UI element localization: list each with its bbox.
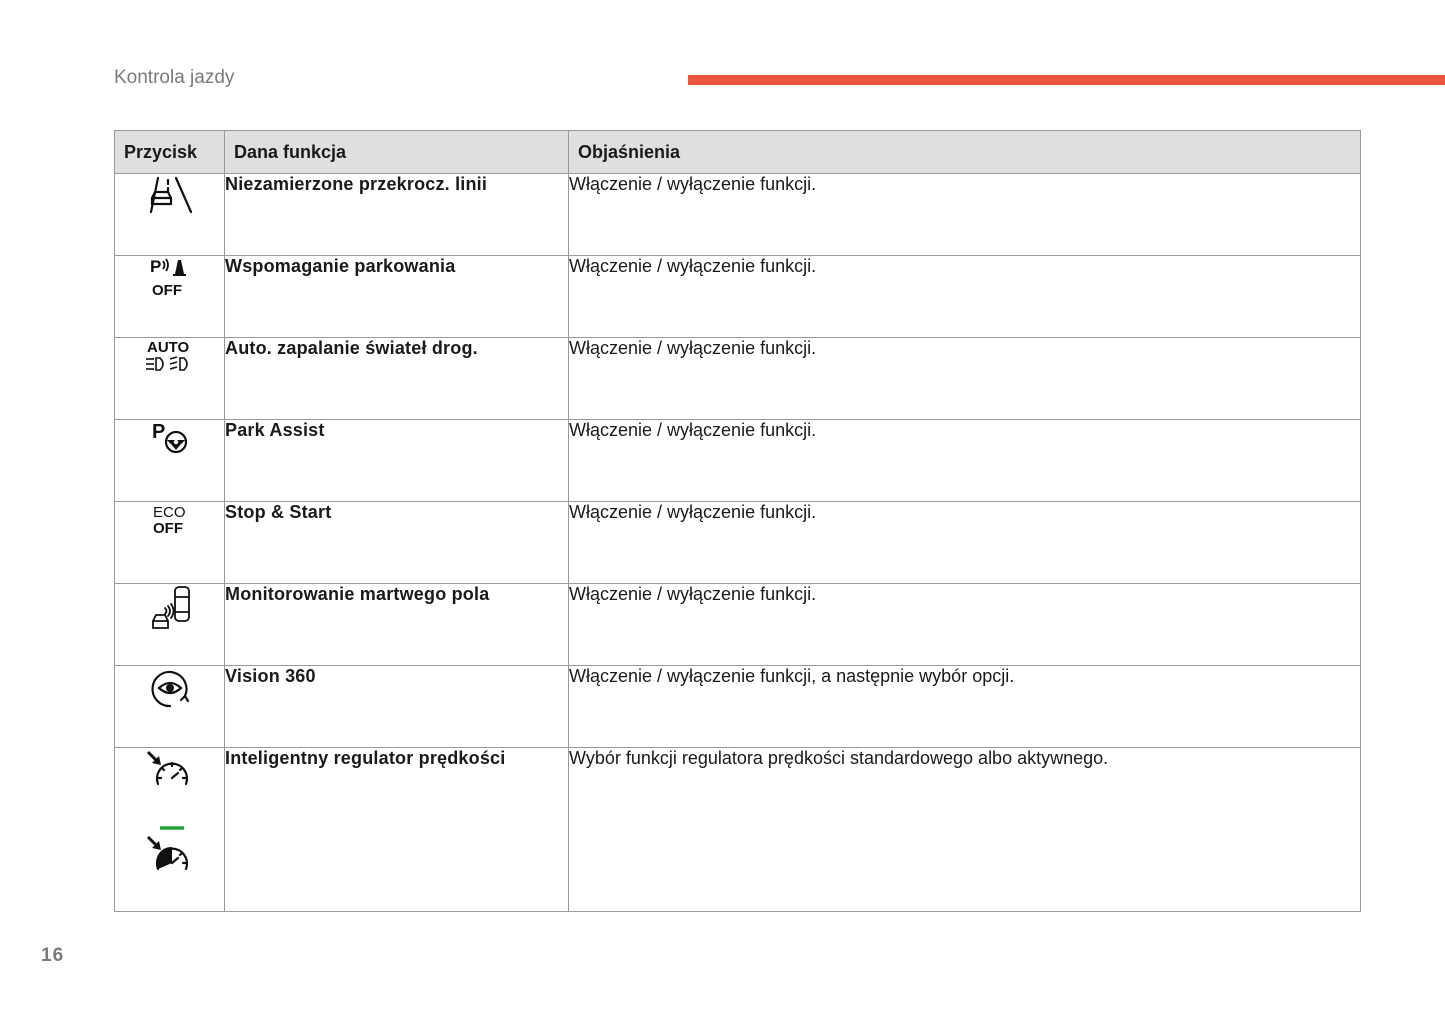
buttons-table: [114, 130, 1361, 912]
table-row: [115, 256, 1361, 338]
eco-off-text: OFF: [152, 520, 183, 537]
lane-departure-icon: [146, 174, 194, 219]
function-name: Wspomaganie parkowania: [225, 256, 569, 338]
vision-360-icon: [148, 666, 192, 715]
page-number: 16: [41, 945, 65, 966]
function-name: Auto. zapalanie świateł drog.: [225, 338, 569, 420]
table-row: [115, 502, 1361, 584]
table-row: [115, 420, 1361, 502]
auto-headlights-icon: [144, 338, 196, 379]
column-header-button: Przycisk: [115, 131, 225, 174]
function-explanation: Włączenie / wyłączenie funkcji.: [569, 338, 1361, 420]
column-header-function: Dana funkcja: [225, 131, 569, 174]
function-name: Niezamierzone przekrocz. linii: [225, 174, 569, 256]
park-assist-icon: [148, 420, 192, 461]
table-row: [115, 748, 1361, 912]
function-name: Park Assist: [225, 420, 569, 502]
auto-text: AUTO: [146, 339, 189, 356]
table-row: [115, 174, 1361, 256]
function-explanation: Włączenie / wyłączenie funkcji.: [569, 256, 1361, 338]
table-header-row: [115, 131, 1361, 174]
active-cruise-control-icon: [144, 825, 196, 882]
table-row: [115, 666, 1361, 748]
section-title: Kontrola jazdy: [114, 67, 235, 88]
parking-sensors-off-icon: [146, 256, 194, 303]
eco-text: ECO: [152, 504, 186, 521]
column-header-explanation: Objaśnienia: [569, 131, 1361, 174]
function-name: Vision 360: [225, 666, 569, 748]
blind-spot-icon: [145, 584, 195, 637]
function-explanation: Włączenie / wyłączenie funkcji.: [569, 420, 1361, 502]
eco-off-icon: [148, 502, 192, 543]
cruise-control-icon: [144, 748, 196, 797]
function-explanation: Włączenie / wyłączenie funkcji.: [569, 584, 1361, 666]
function-explanation: Włączenie / wyłączenie funkcji, a następnie wybór opcji.: [569, 666, 1361, 748]
table-row: [115, 584, 1361, 666]
function-name: Monitorowanie martwego pola: [225, 584, 569, 666]
function-explanation: Włączenie / wyłączenie funkcji.: [569, 502, 1361, 584]
function-name: Inteligentny regulator prędkości: [225, 748, 569, 912]
section-accent-bar: [688, 75, 1445, 85]
svg-text:P: P: [149, 257, 161, 276]
svg-text:P: P: [151, 421, 165, 443]
table-row: [115, 338, 1361, 420]
function-explanation: Włączenie / wyłączenie funkcji.: [569, 174, 1361, 256]
parking-off-text: OFF: [151, 282, 182, 298]
function-explanation: Wybór funkcji regulatora prędkości standardowego albo aktywnego.: [569, 748, 1361, 912]
function-name: Stop & Start: [225, 502, 569, 584]
